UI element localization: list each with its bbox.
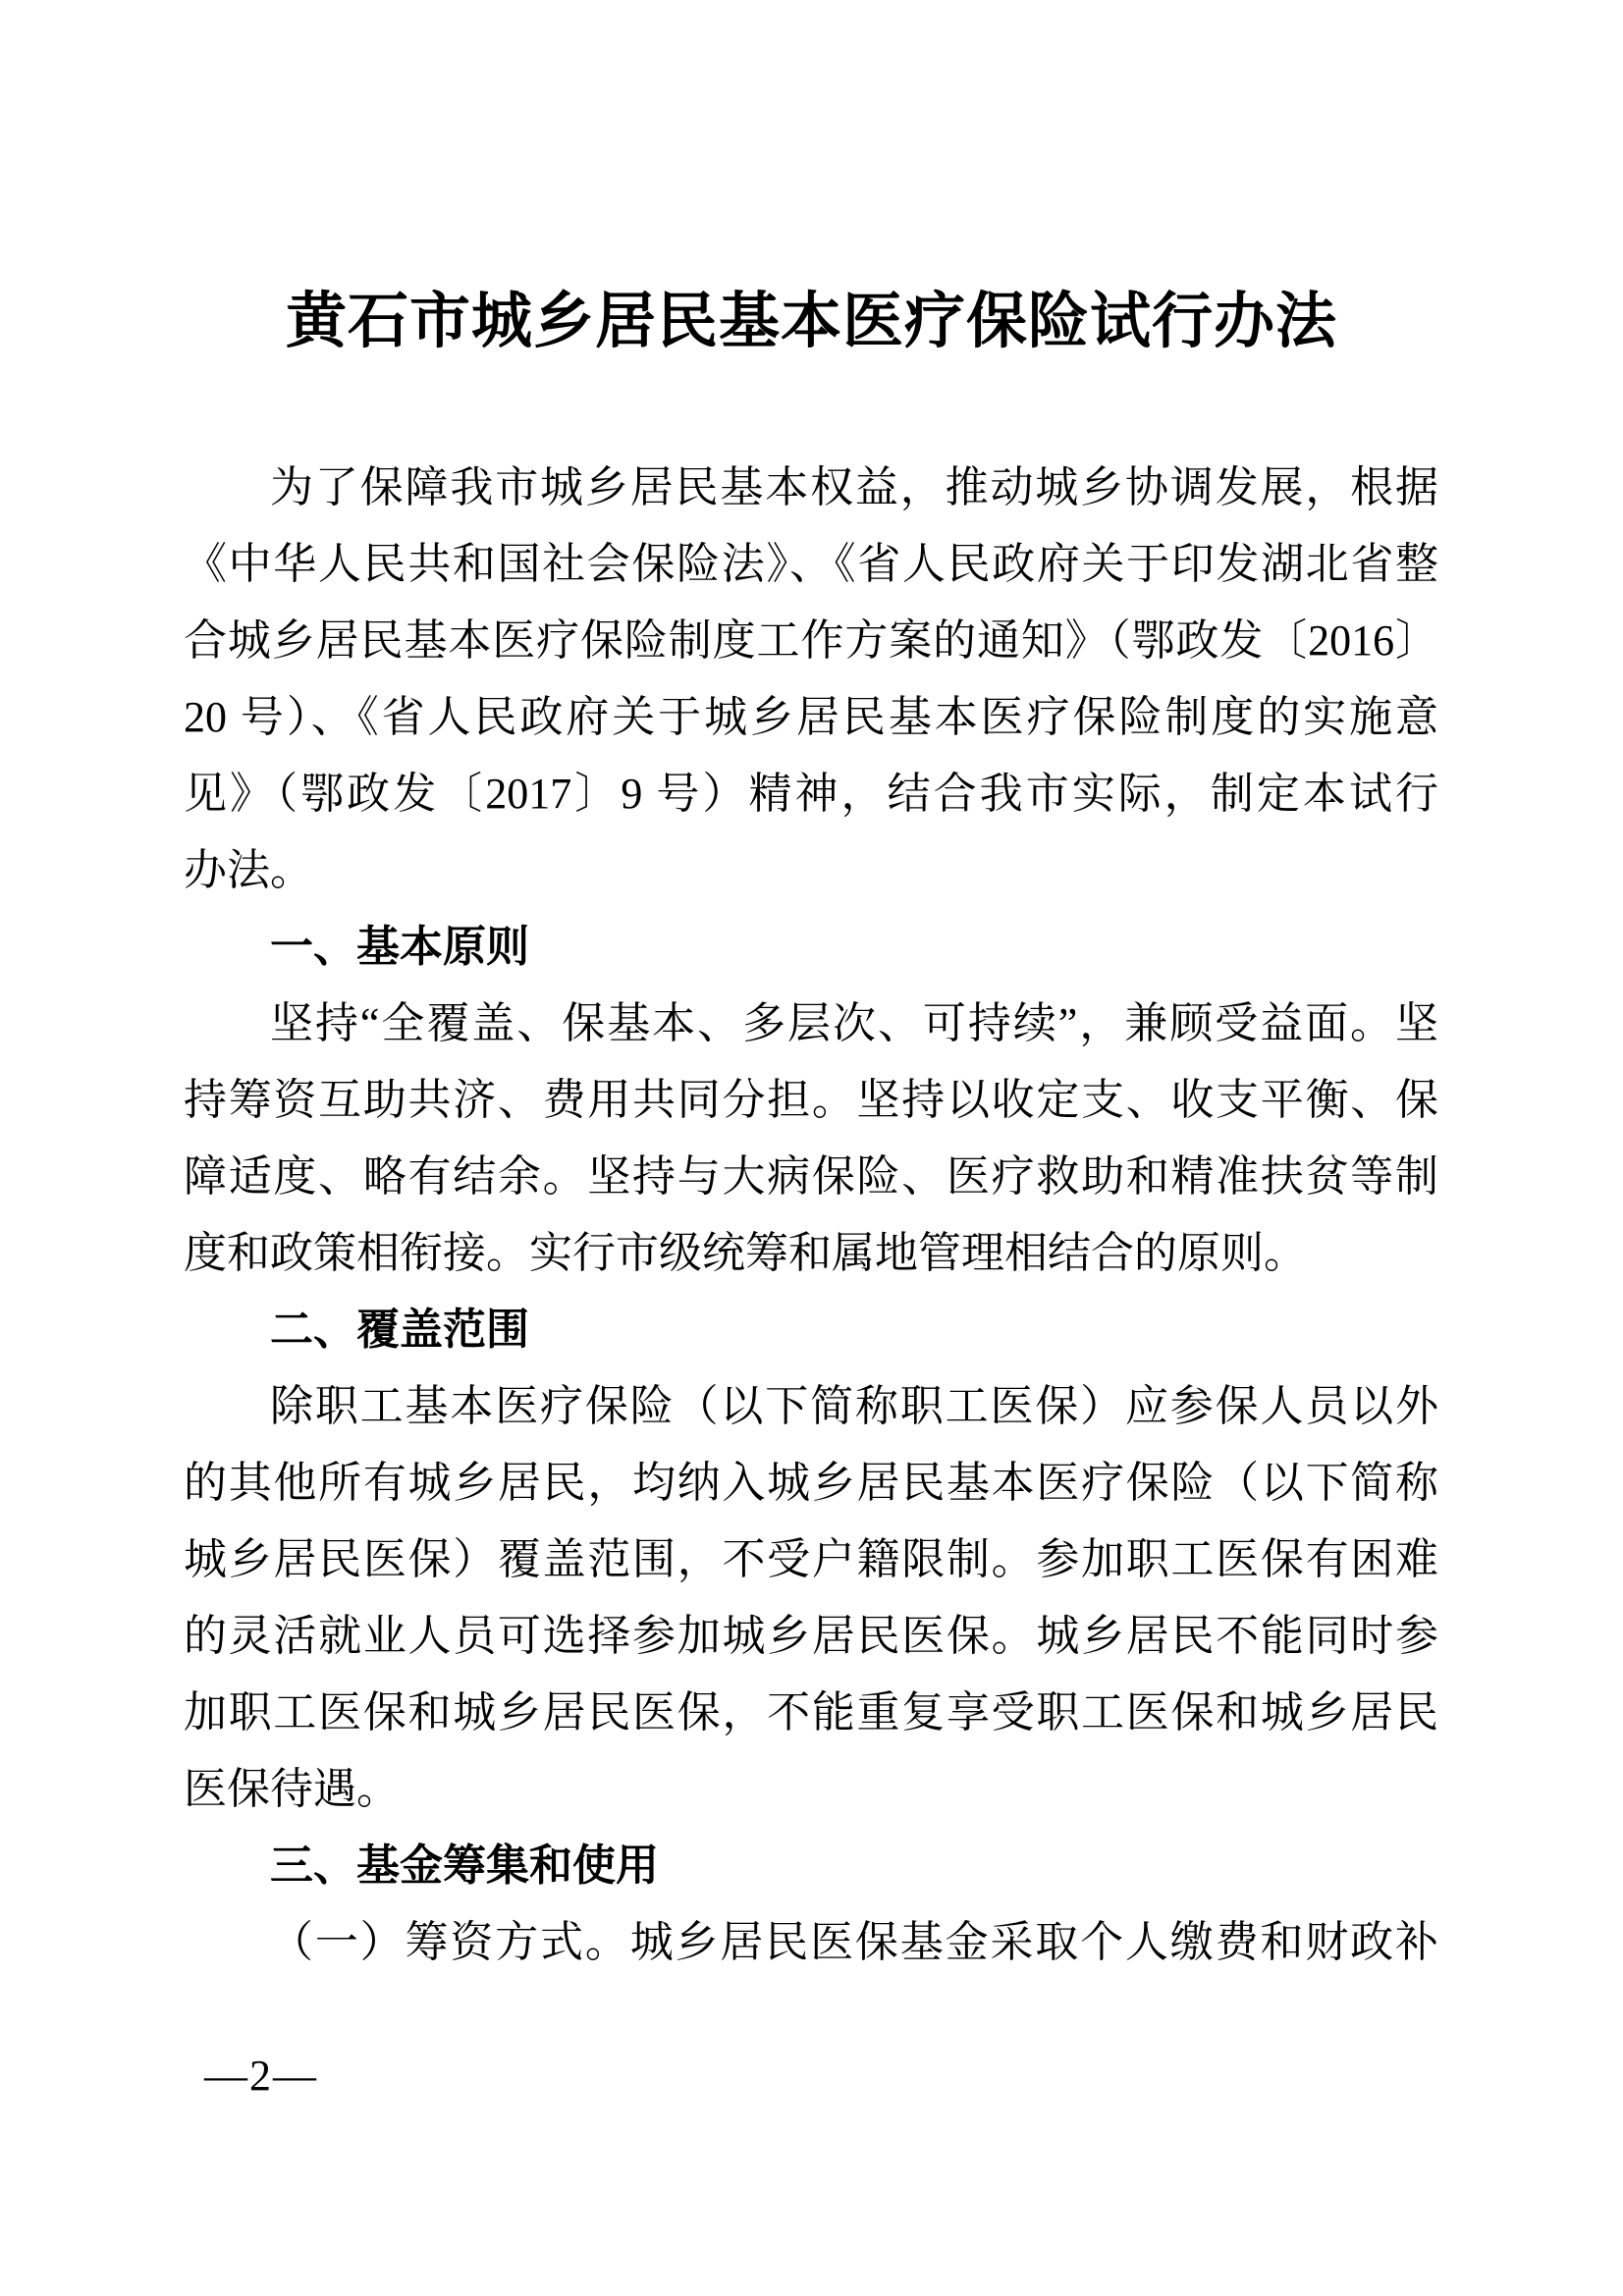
paragraph-line: 合城乡居民基本医疗保险制度工作方案的通知》（鄂政发〔2016〕	[184, 616, 1438, 665]
section-heading: 二、覆盖范围	[270, 1306, 529, 1354]
paragraph-line: 20 号）、《省人民政府关于城乡居民基本医疗保险制度的实施意	[184, 693, 1438, 741]
paragraph-line: 医保待遇。	[184, 1765, 400, 1813]
paragraph-line: 城乡居民医保）覆盖范围，不受户籍限制。参加职工医保有困难	[184, 1535, 1438, 1583]
paragraph-line: 持筹资互助共济、费用共同分担。坚持以收定支、收支平衡、保	[184, 1076, 1438, 1124]
paragraph-line: 为了保障我市城乡居民基本权益，推动城乡协调发展，根据	[270, 463, 1438, 511]
paragraph-line: 见》（鄂政发〔2017〕9 号）精神，结合我市实际，制定本试行	[184, 770, 1438, 818]
paragraph-line: 办法。	[184, 846, 313, 894]
paragraph-line: 《中华人民共和国社会保险法》、《省人民政府关于印发湖北省整	[184, 540, 1438, 588]
section-heading: 一、基本原则	[270, 923, 529, 971]
section-heading: 三、基金筹集和使用	[270, 1842, 659, 1890]
paragraph-line: 的其他所有城乡居民，均纳入城乡居民基本医疗保险（以下简称	[184, 1459, 1438, 1507]
paragraph-line: （一）筹资方式。城乡居民医保基金采取个人缴费和财政补	[270, 1918, 1438, 1966]
paragraph-line: 障适度、略有结余。坚持与大病保险、医疗救助和精准扶贫等制	[184, 1152, 1438, 1201]
paragraph-line: 度和政策相衔接。实行市级统筹和属地管理相结合的原则。	[184, 1229, 1307, 1277]
paragraph-line: 加职工医保和城乡居民医保，不能重复享受职工医保和城乡居民	[184, 1688, 1438, 1736]
document-body	[184, 450, 1438, 1981]
paragraph-line: 的灵活就业人员可选择参加城乡居民医保。城乡居民不能同时参	[184, 1612, 1438, 1660]
paragraph-line: 除职工基本医疗保险（以下简称职工医保）应参保人员以外	[270, 1382, 1438, 1430]
document-title: 黄石市城乡居民基本医疗保险试行办法	[285, 289, 1337, 355]
page-number: —2—	[204, 2052, 318, 2100]
paragraph-line: 坚持“全覆盖、保基本、多层次、可持续”，兼顾受益面。坚	[270, 999, 1438, 1047]
